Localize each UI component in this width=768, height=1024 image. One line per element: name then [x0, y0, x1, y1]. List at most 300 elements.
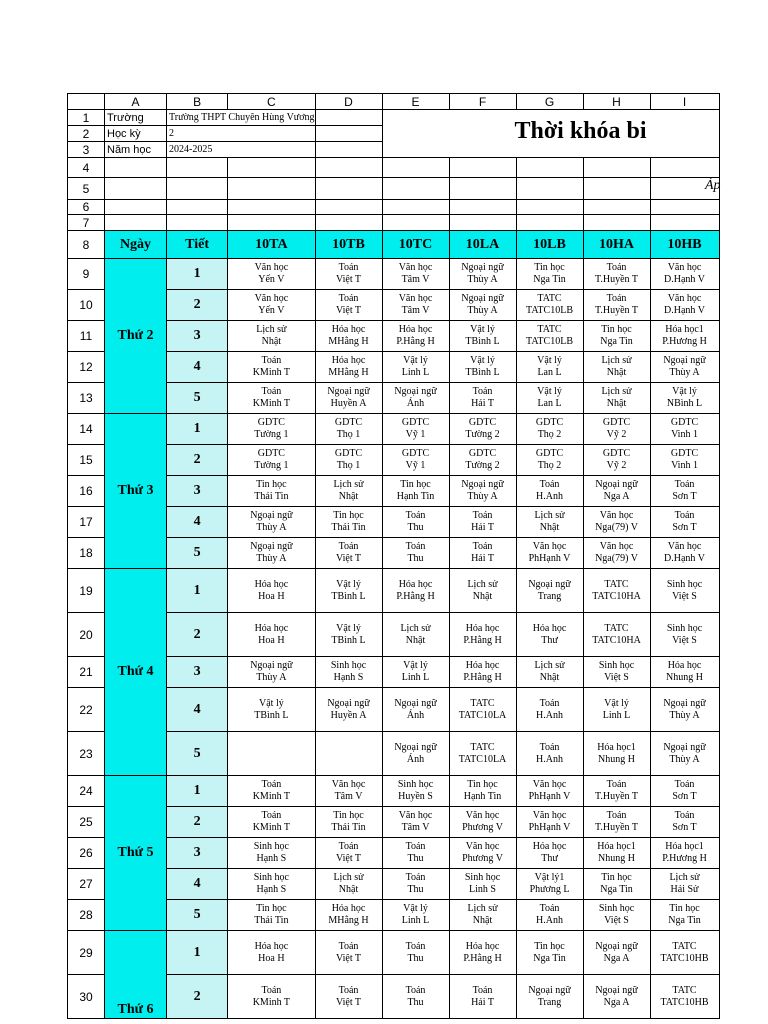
row-header-9[interactable]: 9: [68, 259, 105, 290]
schedule-cell[interactable]: [228, 657, 315, 688]
class-header-10la[interactable]: 10LA: [449, 231, 516, 259]
schedule-cell[interactable]: [315, 290, 382, 321]
cell-empty[interactable]: [105, 178, 167, 200]
row-header-3[interactable]: 3: [68, 142, 105, 158]
info-label[interactable]: Trường: [105, 110, 167, 126]
cell-empty[interactable]: [583, 215, 650, 231]
cell-empty[interactable]: [382, 158, 449, 178]
schedule-cell[interactable]: [228, 569, 315, 613]
row-header-17[interactable]: 17: [68, 507, 105, 538]
period-column-header[interactable]: Tiết: [167, 231, 228, 259]
schedule-cell[interactable]: [583, 931, 650, 975]
schedule-cell[interactable]: [650, 445, 719, 476]
cell-empty[interactable]: [516, 158, 583, 178]
schedule-cell[interactable]: [516, 414, 583, 445]
cell-empty[interactable]: [650, 178, 719, 200]
cell-empty[interactable]: [315, 158, 382, 178]
column-header-a[interactable]: A: [105, 94, 167, 110]
row-header-20[interactable]: 20: [68, 613, 105, 657]
subject-name: GDTC: [257, 417, 285, 428]
schedule-cell[interactable]: [650, 538, 719, 569]
schedule-cell[interactable]: [583, 321, 650, 352]
schedule-cell[interactable]: [449, 383, 516, 414]
row-header-11[interactable]: 11: [68, 321, 105, 352]
cell-empty[interactable]: [583, 178, 650, 200]
schedule-cell[interactable]: [516, 321, 583, 352]
schedule-cell[interactable]: [315, 259, 382, 290]
info-label[interactable]: Học kỳ: [105, 126, 167, 142]
schedule-cell[interactable]: [315, 688, 382, 732]
schedule-cell[interactable]: [449, 507, 516, 538]
period-cell[interactable]: 1: [167, 414, 228, 445]
schedule-cell[interactable]: [583, 476, 650, 507]
schedule-cell[interactable]: [583, 259, 650, 290]
schedule-cell[interactable]: [382, 507, 449, 538]
class-header-10ta[interactable]: 10TA: [228, 231, 315, 259]
schedule-cell[interactable]: [583, 657, 650, 688]
class-header-10hb[interactable]: 10HB: [650, 231, 719, 259]
schedule-cell[interactable]: [516, 657, 583, 688]
schedule-cell[interactable]: [382, 538, 449, 569]
schedule-cell[interactable]: [315, 445, 382, 476]
day-cell[interactable]: Thứ 6: [105, 931, 167, 1019]
schedule-cell[interactable]: [583, 383, 650, 414]
schedule-cell[interactable]: [449, 259, 516, 290]
row-header-1[interactable]: 1: [68, 110, 105, 126]
class-header-10tc[interactable]: 10TC: [382, 231, 449, 259]
row-header-16[interactable]: 16: [68, 476, 105, 507]
teacher-name: Hoa H: [258, 590, 285, 602]
cell-empty[interactable]: [105, 200, 167, 215]
row-header-19[interactable]: 19: [68, 569, 105, 613]
schedule-cell[interactable]: [650, 931, 719, 975]
schedule-cell[interactable]: [516, 900, 583, 931]
cell-empty[interactable]: [449, 215, 516, 231]
schedule-cell[interactable]: [583, 538, 650, 569]
column-header-e[interactable]: E: [382, 94, 449, 110]
schedule-cell[interactable]: [516, 259, 583, 290]
schedule-cell[interactable]: [315, 538, 382, 569]
schedule-cell[interactable]: [315, 838, 382, 869]
schedule-cell[interactable]: [228, 414, 315, 445]
schedule-cell[interactable]: [449, 538, 516, 569]
schedule-cell[interactable]: [315, 900, 382, 931]
schedule-cell[interactable]: [583, 414, 650, 445]
row-header-25[interactable]: 25: [68, 807, 105, 838]
period-cell[interactable]: 2: [167, 613, 228, 657]
schedule-cell[interactable]: [449, 657, 516, 688]
schedule-cell[interactable]: [516, 507, 583, 538]
column-header-c[interactable]: C: [228, 94, 315, 110]
schedule-cell[interactable]: [228, 975, 315, 1019]
schedule-cell[interactable]: [382, 688, 449, 732]
schedule-cell[interactable]: [228, 869, 315, 900]
schedule-cell[interactable]: [449, 900, 516, 931]
schedule-cell[interactable]: [650, 613, 719, 657]
subject-name: Văn học: [532, 541, 567, 552]
subject-name: Hóa học1: [665, 324, 704, 335]
schedule-cell[interactable]: [650, 259, 719, 290]
schedule-cell[interactable]: [382, 352, 449, 383]
schedule-cell[interactable]: [382, 869, 449, 900]
schedule-cell[interactable]: [516, 732, 583, 776]
cell-empty[interactable]: [315, 215, 382, 231]
schedule-cell[interactable]: [516, 352, 583, 383]
schedule-cell[interactable]: [315, 569, 382, 613]
schedule-cell[interactable]: [516, 931, 583, 975]
period-cell[interactable]: 3: [167, 657, 228, 688]
class-header-10lb[interactable]: 10LB: [516, 231, 583, 259]
period-cell[interactable]: 1: [167, 776, 228, 807]
schedule-cell[interactable]: [650, 900, 719, 931]
schedule-cell[interactable]: [516, 476, 583, 507]
column-header-i[interactable]: I: [650, 94, 719, 110]
schedule-cell[interactable]: [516, 688, 583, 732]
cell-empty[interactable]: [315, 110, 382, 126]
period-cell[interactable]: 1: [167, 259, 228, 290]
cell-empty[interactable]: [382, 200, 449, 215]
schedule-cell[interactable]: [228, 688, 315, 732]
cell-empty[interactable]: [583, 200, 650, 215]
cell-empty[interactable]: [449, 178, 516, 200]
row-header-21[interactable]: 21: [68, 657, 105, 688]
row-header-28[interactable]: 28: [68, 900, 105, 931]
teacher-name: Phương L: [529, 884, 570, 895]
schedule-cell[interactable]: [315, 507, 382, 538]
schedule-cell[interactable]: [650, 569, 719, 613]
cell-empty[interactable]: [516, 215, 583, 231]
schedule-cell[interactable]: [650, 688, 719, 732]
period-cell[interactable]: 3: [167, 321, 228, 352]
teacher-name: Sơn T: [672, 822, 697, 833]
schedule-cell[interactable]: [516, 569, 583, 613]
cell-empty[interactable]: [516, 200, 583, 215]
cell-empty[interactable]: [315, 142, 382, 158]
period-cell[interactable]: 5: [167, 538, 228, 569]
schedule-cell[interactable]: [382, 613, 449, 657]
schedule-cell[interactable]: [449, 838, 516, 869]
cell-empty[interactable]: [167, 215, 228, 231]
teacher-name: KMinh T: [252, 822, 291, 833]
schedule-cell[interactable]: [650, 383, 719, 414]
schedule-cell[interactable]: [315, 869, 382, 900]
schedule-cell[interactable]: [382, 445, 449, 476]
schedule-cell[interactable]: [228, 900, 315, 931]
schedule-cell[interactable]: [449, 688, 516, 732]
row-header-22[interactable]: 22: [68, 688, 105, 732]
schedule-cell[interactable]: [449, 290, 516, 321]
schedule-cell[interactable]: [650, 476, 719, 507]
row-header-7[interactable]: 7: [68, 215, 105, 231]
schedule-cell[interactable]: [449, 476, 516, 507]
schedule-cell[interactable]: [650, 807, 719, 838]
row-header-18[interactable]: 18: [68, 538, 105, 569]
row-header-6[interactable]: 6: [68, 200, 105, 215]
schedule-cell[interactable]: [583, 732, 650, 776]
info-label[interactable]: Năm học: [105, 142, 167, 158]
schedule-cell[interactable]: [382, 569, 449, 613]
row-header-27[interactable]: 27: [68, 869, 105, 900]
schedule-cell[interactable]: [650, 321, 719, 352]
schedule-cell[interactable]: [382, 476, 449, 507]
schedule-cell[interactable]: [449, 569, 516, 613]
schedule-cell[interactable]: [228, 807, 315, 838]
schedule-cell[interactable]: [449, 352, 516, 383]
schedule-cell[interactable]: [315, 476, 382, 507]
info-value[interactable]: 2: [167, 126, 316, 142]
schedule-cell[interactable]: [449, 931, 516, 975]
column-header-g[interactable]: G: [516, 94, 583, 110]
day-cell[interactable]: Thứ 3: [105, 414, 167, 569]
teacher-name: P.Hằng H: [396, 336, 435, 347]
schedule-cell[interactable]: [228, 931, 315, 975]
schedule-cell[interactable]: [382, 321, 449, 352]
schedule-cell[interactable]: [516, 869, 583, 900]
schedule-cell[interactable]: [228, 290, 315, 321]
schedule-cell[interactable]: [449, 732, 516, 776]
schedule-cell[interactable]: [228, 352, 315, 383]
cell-empty[interactable]: [228, 200, 315, 215]
schedule-cell[interactable]: [449, 807, 516, 838]
day-cell[interactable]: Thứ 2: [105, 259, 167, 414]
schedule-cell[interactable]: [382, 975, 449, 1019]
schedule-cell[interactable]: [516, 776, 583, 807]
schedule-cell[interactable]: [449, 445, 516, 476]
schedule-cell[interactable]: [228, 776, 315, 807]
class-header-10ha[interactable]: 10HA: [583, 231, 650, 259]
period-cell[interactable]: 2: [167, 445, 228, 476]
schedule-cell[interactable]: [228, 321, 315, 352]
teacher-name: Vỹ 1: [405, 460, 426, 471]
teacher-name: Thái Tin: [254, 915, 289, 926]
row-header-26[interactable]: 26: [68, 838, 105, 869]
period-cell[interactable]: 4: [167, 688, 228, 732]
schedule-cell[interactable]: [449, 975, 516, 1019]
cell-empty[interactable]: [105, 215, 167, 231]
row-header-8[interactable]: 8: [68, 231, 105, 259]
schedule-cell[interactable]: [382, 776, 449, 807]
period-cell[interactable]: 2: [167, 975, 228, 1019]
schedule-cell[interactable]: [315, 613, 382, 657]
schedule-cell[interactable]: [516, 975, 583, 1019]
schedule-cell[interactable]: [449, 321, 516, 352]
period-cell[interactable]: 5: [167, 900, 228, 931]
schedule-cell[interactable]: [583, 776, 650, 807]
schedule-cell[interactable]: [516, 538, 583, 569]
cell-empty[interactable]: [516, 178, 583, 200]
schedule-cell[interactable]: [315, 321, 382, 352]
teacher-name: Hạnh S: [256, 853, 287, 864]
teacher-name: Vỹ 1: [405, 429, 426, 440]
schedule-cell[interactable]: [228, 259, 315, 290]
schedule-cell[interactable]: [228, 476, 315, 507]
schedule-cell[interactable]: [315, 383, 382, 414]
period-cell[interactable]: 4: [167, 507, 228, 538]
cell-empty[interactable]: [315, 200, 382, 215]
schedule-cell[interactable]: [228, 732, 315, 776]
cell-empty[interactable]: [228, 215, 315, 231]
subject-name: GDTC: [670, 448, 699, 459]
schedule-cell[interactable]: [315, 776, 382, 807]
info-value[interactable]: 2024-2025: [167, 142, 316, 158]
cell-empty[interactable]: [105, 158, 167, 178]
period-cell[interactable]: 5: [167, 732, 228, 776]
schedule-cell[interactable]: [228, 538, 315, 569]
cell-empty[interactable]: [382, 178, 449, 200]
row-header-2[interactable]: 2: [68, 126, 105, 142]
day-column-header[interactable]: Ngày: [105, 231, 167, 259]
schedule-cell[interactable]: [315, 931, 382, 975]
schedule-cell[interactable]: [382, 838, 449, 869]
schedule-cell[interactable]: [583, 352, 650, 383]
schedule-cell[interactable]: [315, 807, 382, 838]
schedule-cell[interactable]: [315, 975, 382, 1019]
period-cell[interactable]: 2: [167, 807, 228, 838]
schedule-cell[interactable]: [382, 383, 449, 414]
period-cell[interactable]: 3: [167, 838, 228, 869]
subject-name: Văn học: [599, 541, 634, 552]
schedule-cell[interactable]: [650, 414, 719, 445]
schedule-cell[interactable]: [315, 657, 382, 688]
schedule-cell[interactable]: [382, 259, 449, 290]
subject-name: TATC: [672, 984, 697, 996]
period-cell[interactable]: 1: [167, 931, 228, 975]
schedule-cell[interactable]: [516, 613, 583, 657]
teacher-name: Nhật: [261, 336, 282, 347]
period-cell[interactable]: 3: [167, 476, 228, 507]
day-cell[interactable]: Thứ 5: [105, 776, 167, 931]
schedule-cell[interactable]: [449, 776, 516, 807]
cell-empty[interactable]: [382, 215, 449, 231]
schedule-cell[interactable]: [228, 507, 315, 538]
schedule-cell[interactable]: [583, 807, 650, 838]
schedule-cell[interactable]: [650, 776, 719, 807]
cell-empty[interactable]: [167, 178, 228, 200]
cell-empty[interactable]: [449, 158, 516, 178]
row-header-5[interactable]: 5: [68, 178, 105, 200]
schedule-cell[interactable]: [382, 900, 449, 931]
schedule-cell[interactable]: [382, 807, 449, 838]
schedule-cell[interactable]: [382, 732, 449, 776]
row-header-23[interactable]: 23: [68, 732, 105, 776]
schedule-cell[interactable]: [516, 290, 583, 321]
period-cell[interactable]: 2: [167, 290, 228, 321]
row-header-24[interactable]: 24: [68, 776, 105, 807]
day-cell[interactable]: Thứ 4: [105, 569, 167, 776]
schedule-cell[interactable]: [583, 869, 650, 900]
schedule-cell[interactable]: [449, 613, 516, 657]
schedule-cell[interactable]: [228, 838, 315, 869]
info-value[interactable]: Trường THPT Chuyên Hùng Vương: [167, 110, 316, 126]
schedule-cell[interactable]: [583, 613, 650, 657]
schedule-cell[interactable]: [650, 732, 719, 776]
teacher-name: Nga Tin: [600, 336, 633, 347]
schedule-cell[interactable]: [228, 613, 315, 657]
column-header-b[interactable]: B: [167, 94, 228, 110]
column-header-h[interactable]: H: [583, 94, 650, 110]
schedule-cell[interactable]: [382, 931, 449, 975]
cell-empty[interactable]: [228, 158, 315, 178]
cell-empty[interactable]: [228, 178, 315, 200]
schedule-cell[interactable]: [650, 657, 719, 688]
schedule-cell[interactable]: [583, 569, 650, 613]
corner-cell[interactable]: [68, 94, 105, 110]
row-header-13[interactable]: 13: [68, 383, 105, 414]
row-header-30[interactable]: 30: [68, 975, 105, 1019]
cell-empty[interactable]: [315, 126, 382, 142]
schedule-cell[interactable]: [583, 838, 650, 869]
schedule-cell[interactable]: [583, 290, 650, 321]
schedule-cell[interactable]: [583, 507, 650, 538]
cell-empty[interactable]: [583, 158, 650, 178]
schedule-cell[interactable]: [315, 732, 382, 776]
teacher-name: Sơn T: [672, 522, 697, 533]
column-header-f[interactable]: F: [449, 94, 516, 110]
schedule-cell[interactable]: [382, 414, 449, 445]
schedule-cell[interactable]: [315, 414, 382, 445]
schedule-cell[interactable]: [449, 869, 516, 900]
cell-empty[interactable]: [167, 158, 228, 178]
row-header-14[interactable]: 14: [68, 414, 105, 445]
cell-empty[interactable]: [167, 200, 228, 215]
cell-empty[interactable]: [650, 215, 719, 231]
column-header-d[interactable]: D: [315, 94, 382, 110]
teacher-name: T.Huyền T: [595, 305, 638, 316]
period-cell[interactable]: 1: [167, 569, 228, 613]
subject-name: Sinh học: [397, 779, 434, 790]
schedule-cell[interactable]: [650, 869, 719, 900]
teacher-name: D.Hạnh V: [664, 274, 705, 285]
teacher-name: Thùy A: [669, 709, 700, 721]
schedule-cell[interactable]: [650, 507, 719, 538]
row-header-12[interactable]: 12: [68, 352, 105, 383]
schedule-cell[interactable]: [583, 688, 650, 732]
schedule-cell[interactable]: [583, 975, 650, 1019]
schedule-cell[interactable]: [228, 445, 315, 476]
teacher-name: Nhật: [472, 915, 493, 926]
schedule-cell[interactable]: [516, 383, 583, 414]
cell-empty[interactable]: [449, 200, 516, 215]
schedule-cell[interactable]: [516, 445, 583, 476]
row-header-4[interactable]: 4: [68, 158, 105, 178]
schedule-cell[interactable]: [382, 657, 449, 688]
class-header-10tb[interactable]: 10TB: [315, 231, 382, 259]
schedule-cell[interactable]: [650, 290, 719, 321]
period-cell[interactable]: 4: [167, 352, 228, 383]
teacher-name: Việt T: [335, 305, 362, 316]
row-header-10[interactable]: 10: [68, 290, 105, 321]
schedule-cell[interactable]: [228, 383, 315, 414]
schedule-cell[interactable]: [315, 352, 382, 383]
schedule-cell[interactable]: [449, 414, 516, 445]
schedule-cell[interactable]: [650, 352, 719, 383]
cell-empty[interactable]: [650, 158, 719, 178]
cell-empty[interactable]: [315, 178, 382, 200]
schedule-cell[interactable]: [583, 900, 650, 931]
row-header-29[interactable]: 29: [68, 931, 105, 975]
period-cell[interactable]: 4: [167, 869, 228, 900]
schedule-cell[interactable]: [650, 975, 719, 1019]
period-cell[interactable]: 5: [167, 383, 228, 414]
subject-name: Sinh học: [253, 841, 289, 852]
schedule-cell[interactable]: [382, 290, 449, 321]
cell-empty[interactable]: [650, 200, 719, 215]
schedule-cell[interactable]: [516, 838, 583, 869]
schedule-cell[interactable]: [583, 445, 650, 476]
schedule-cell[interactable]: [650, 838, 719, 869]
row-header-15[interactable]: 15: [68, 445, 105, 476]
schedule-cell[interactable]: [516, 807, 583, 838]
